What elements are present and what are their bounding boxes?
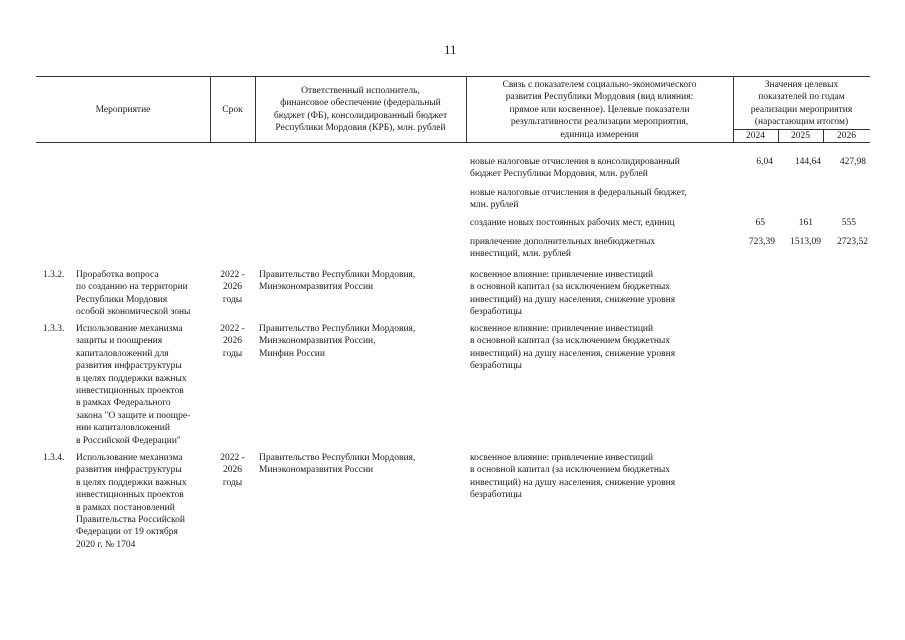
measure-name: Использование механизма защиты и поощрения капиталовложений для развития инфраструктуры в целях поддержки важных инвестиционных проектов в рамках Федерального закона "О защите и поощре- нии капиталовложений в Российской Федерации" <box>76 324 191 446</box>
value-2026: 555 <box>841 218 856 228</box>
row-number: 1.3.3. <box>43 324 65 334</box>
value-2024: 723,39 <box>748 237 775 247</box>
measure-name: Проработка вопроса по созданию на территории Республики Мордовия особой экономической зоны <box>76 270 191 318</box>
term: 2022 - 2026 годы <box>220 453 245 488</box>
measure-name: Использование механизма развития инфраструктуры в целях поддержки важных инвестиционных проектов в рамках постановлений Правительства Российской Федерации от 19 октября 2020 г. № 1704 <box>76 453 187 550</box>
page-number: 11 <box>444 42 457 57</box>
header-term: Срок <box>222 105 243 115</box>
value-2026: 2723,52 <box>837 237 868 247</box>
value-2026: 427,98 <box>839 157 866 167</box>
row-number: 1.3.2. <box>43 270 65 280</box>
header-measure: Мероприятие <box>95 105 151 115</box>
header-year-2025: 2025 <box>791 131 810 141</box>
link-text: косвенное влияние: привлечение инвестиций в основной капитал (за исключением бюджетных инвестиций) на душу населения, снижение уровня безработицы <box>470 453 676 501</box>
term: 2022 - 2026 годы <box>220 324 245 359</box>
value-2025: 1513,09 <box>790 237 821 247</box>
value-2024: 6,04 <box>756 157 773 167</box>
header-executor: Ответственный исполнитель, финансовое обеспечение (федеральный бюджет (ФБ), консолидированный бюджет Республики Мордовия (КРБ), млн. рублей <box>273 86 448 134</box>
value-2025: 144,64 <box>794 157 821 167</box>
executor: Правительство Республики Мордовия, Минэкономразвития России <box>259 270 416 293</box>
value-2024: 65 <box>755 218 765 228</box>
indicator-text: создание новых постоянных рабочих мест, единиц <box>470 218 675 228</box>
term: 2022 - 2026 годы <box>220 270 245 305</box>
header-year-2026: 2026 <box>837 131 856 141</box>
row-number: 1.3.4. <box>43 453 65 463</box>
executor: Правительство Республики Мордовия, Минэкономразвития России, Минфин России <box>259 324 416 359</box>
value-2025: 161 <box>798 218 813 228</box>
executor: Правительство Республики Мордовия, Минэкономразвития России <box>259 453 416 476</box>
indicator-text: привлечение дополнительных внебюджетных инвестиций, млн. рублей <box>470 237 656 260</box>
header-values: Значения целевых показателей по годам реализации мероприятия (нарастающим итогом) <box>750 80 853 128</box>
header-top-rule <box>36 76 870 77</box>
link-text: косвенное влияние: привлечение инвестиций в основной капитал (за исключением бюджетных инвестиций) на душу населения, снижение уровня безработицы <box>470 270 676 318</box>
header-link: Связь с показателем социально-экономического развития Республики Мордовия (вид влияния: прямое или косвенное). Целевые показатели результативности реализации мероприятия, единица измерения <box>502 80 697 140</box>
link-text: косвенное влияние: привлечение инвестиций в основной капитал (за исключением бюджетных инвестиций) на душу населения, снижение уровня безработицы <box>470 324 676 372</box>
indicator-text: новые налоговые отчисления в федеральный бюджет, млн. рублей <box>470 188 687 211</box>
indicator-text: новые налоговые отчисления в консолидированный бюджет Республики Мордовия, млн. рублей <box>470 157 680 180</box>
header-year-2024: 2024 <box>746 131 765 141</box>
